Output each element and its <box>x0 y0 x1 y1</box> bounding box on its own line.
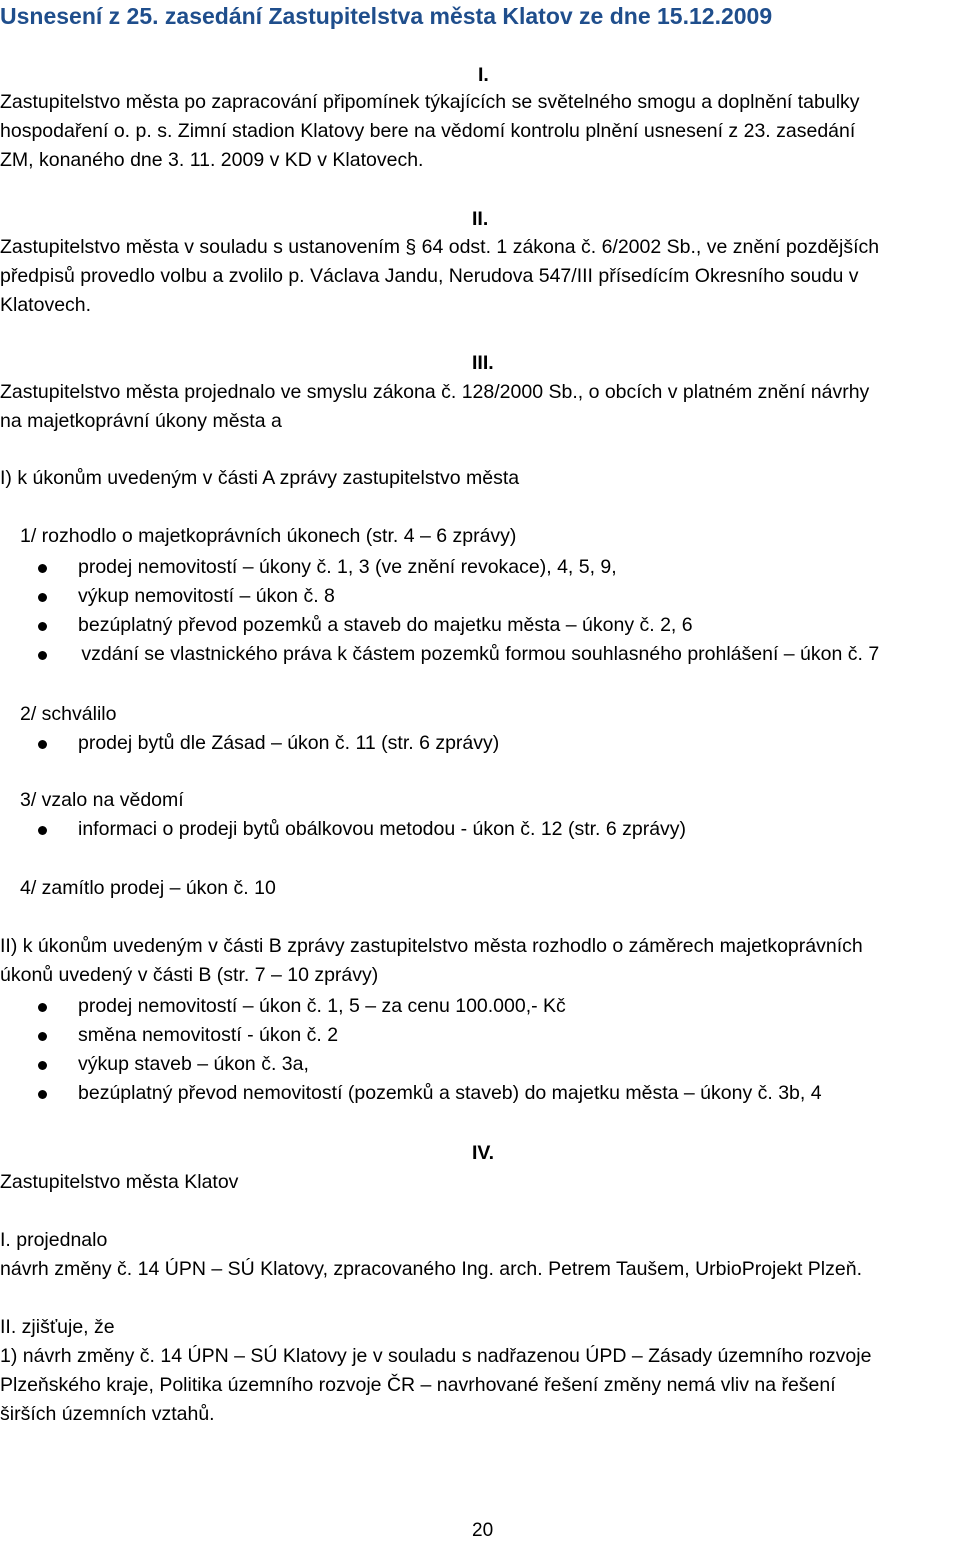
section-1-line: Zastupitelstvo města po zapracování připomínek týkajících se světelného smogu a doplnění tabulky <box>0 91 860 113</box>
section-heading-4: IV. <box>472 1142 495 1164</box>
list-item: bezúplatný převod nemovitostí (pozemků a staveb) do majetku města – úkony č. 3b, 4 <box>78 1082 822 1104</box>
section-4-line: širších územních vztahů. <box>0 1403 215 1425</box>
list-item: výkup staveb – úkon č. 3a, <box>78 1053 309 1075</box>
section-heading-3: III. <box>472 352 494 374</box>
bullet-icon <box>38 651 47 660</box>
document-title: Usnesení z 25. zasedání Zastupitelstva města Klatov ze dne 15.12.2009 <box>0 3 773 29</box>
list-item: prodej nemovitostí – úkony č. 1, 3 (ve znění revokace), 4, 5, 9, <box>78 556 617 578</box>
page-number: 20 <box>472 1520 494 1541</box>
section-2-line: Klatovech. <box>0 294 92 316</box>
item-2-heading: 2/ schválilo <box>20 703 117 725</box>
part-a-heading: I) k úkonům uvedeným v části A zprávy zastupitelstvo města <box>0 467 520 489</box>
section-4-line: Plzeňského kraje, Politika územního rozvoje ČR – navrhované řešení změny nemá vliv na řešení <box>0 1374 836 1396</box>
bullet-icon <box>38 826 47 835</box>
section-heading-1: I. <box>478 64 489 86</box>
bullet-icon <box>38 564 47 573</box>
part-b-line: II) k úkonům uvedeným v části B zprávy zastupitelstvo města rozhodlo o záměrech majetkoprávních <box>0 935 863 957</box>
bullet-icon <box>38 1003 47 1012</box>
list-item: informaci o prodeji bytů obálkovou metodou - úkon č. 12 (str. 6 zprávy) <box>78 818 687 840</box>
list-item: bezúplatný převod pozemků a staveb do majetku města – úkony č. 2, 6 <box>78 614 693 636</box>
list-item: výkup nemovitostí – úkon č. 8 <box>78 585 335 607</box>
section-4-line: návrh změny č. 14 ÚPN – SÚ Klatovy, zpracovaného Ing. arch. Petrem Taušem, UrbioProjekt Plzeň. <box>0 1258 862 1280</box>
section-1-line: ZM, konaného dne 3. 11. 2009 v KD v Klatovech. <box>0 149 424 171</box>
list-item: prodej nemovitostí – úkon č. 1, 5 – za cenu 100.000,- Kč <box>78 995 566 1017</box>
bullet-icon <box>38 1061 47 1070</box>
part-b-line: úkonů uvedený v části B (str. 7 – 10 zprávy) <box>0 964 379 986</box>
bullet-icon <box>38 740 47 749</box>
section-2-line: Zastupitelstvo města v souladu s ustanovením § 64 odst. 1 zákona č. 6/2002 Sb., ve znění pozdějších <box>0 236 880 258</box>
section-4-intro: Zastupitelstvo města Klatov <box>0 1171 239 1193</box>
item-3-heading: 3/ vzalo na vědomí <box>20 789 184 811</box>
section-2-line: předpisů provedlo volbu a zvolilo p. Václava Jandu, Nerudova 547/III přísedícím Okresního soudu v <box>0 265 859 287</box>
item-1-heading: 1/ rozhodlo o majetkoprávních úkonech (str. 4 – 6 zprávy) <box>20 525 517 547</box>
section-heading-2: II. <box>472 208 489 230</box>
bullet-icon <box>38 1090 47 1099</box>
list-item: směna nemovitostí - úkon č. 2 <box>78 1024 339 1046</box>
bullet-icon <box>38 622 47 631</box>
bullet-icon <box>38 1032 47 1041</box>
section-1-line: hospodaření o. p. s. Zimní stadion Klatovy bere na vědomí kontrolu plnění usnesení z 23. zasedání <box>0 120 856 142</box>
section-3-line: na majetkoprávní úkony města a <box>0 410 282 432</box>
section-3-line: Zastupitelstvo města projednalo ve smyslu zákona č. 128/2000 Sb., o obcích v platném znění návrhy <box>0 381 870 403</box>
section-4-label: I. projednalo <box>0 1229 108 1251</box>
list-item: prodej bytů dle Zásad – úkon č. 11 (str. 6 zprávy) <box>78 732 500 754</box>
item-4-heading: 4/ zamítlo prodej – úkon č. 10 <box>20 877 276 899</box>
bullet-icon <box>38 593 47 602</box>
list-item: vzdání se vlastnického práva k částem pozemků formou souhlasného prohlášení – úkon č. 7 <box>76 643 880 665</box>
section-4-line: 1) návrh změny č. 14 ÚPN – SÚ Klatovy je v souladu s nadřazenou ÚPD – Zásady územního rozvoje <box>0 1345 872 1367</box>
section-4-label: II. zjišťuje, že <box>0 1316 115 1338</box>
